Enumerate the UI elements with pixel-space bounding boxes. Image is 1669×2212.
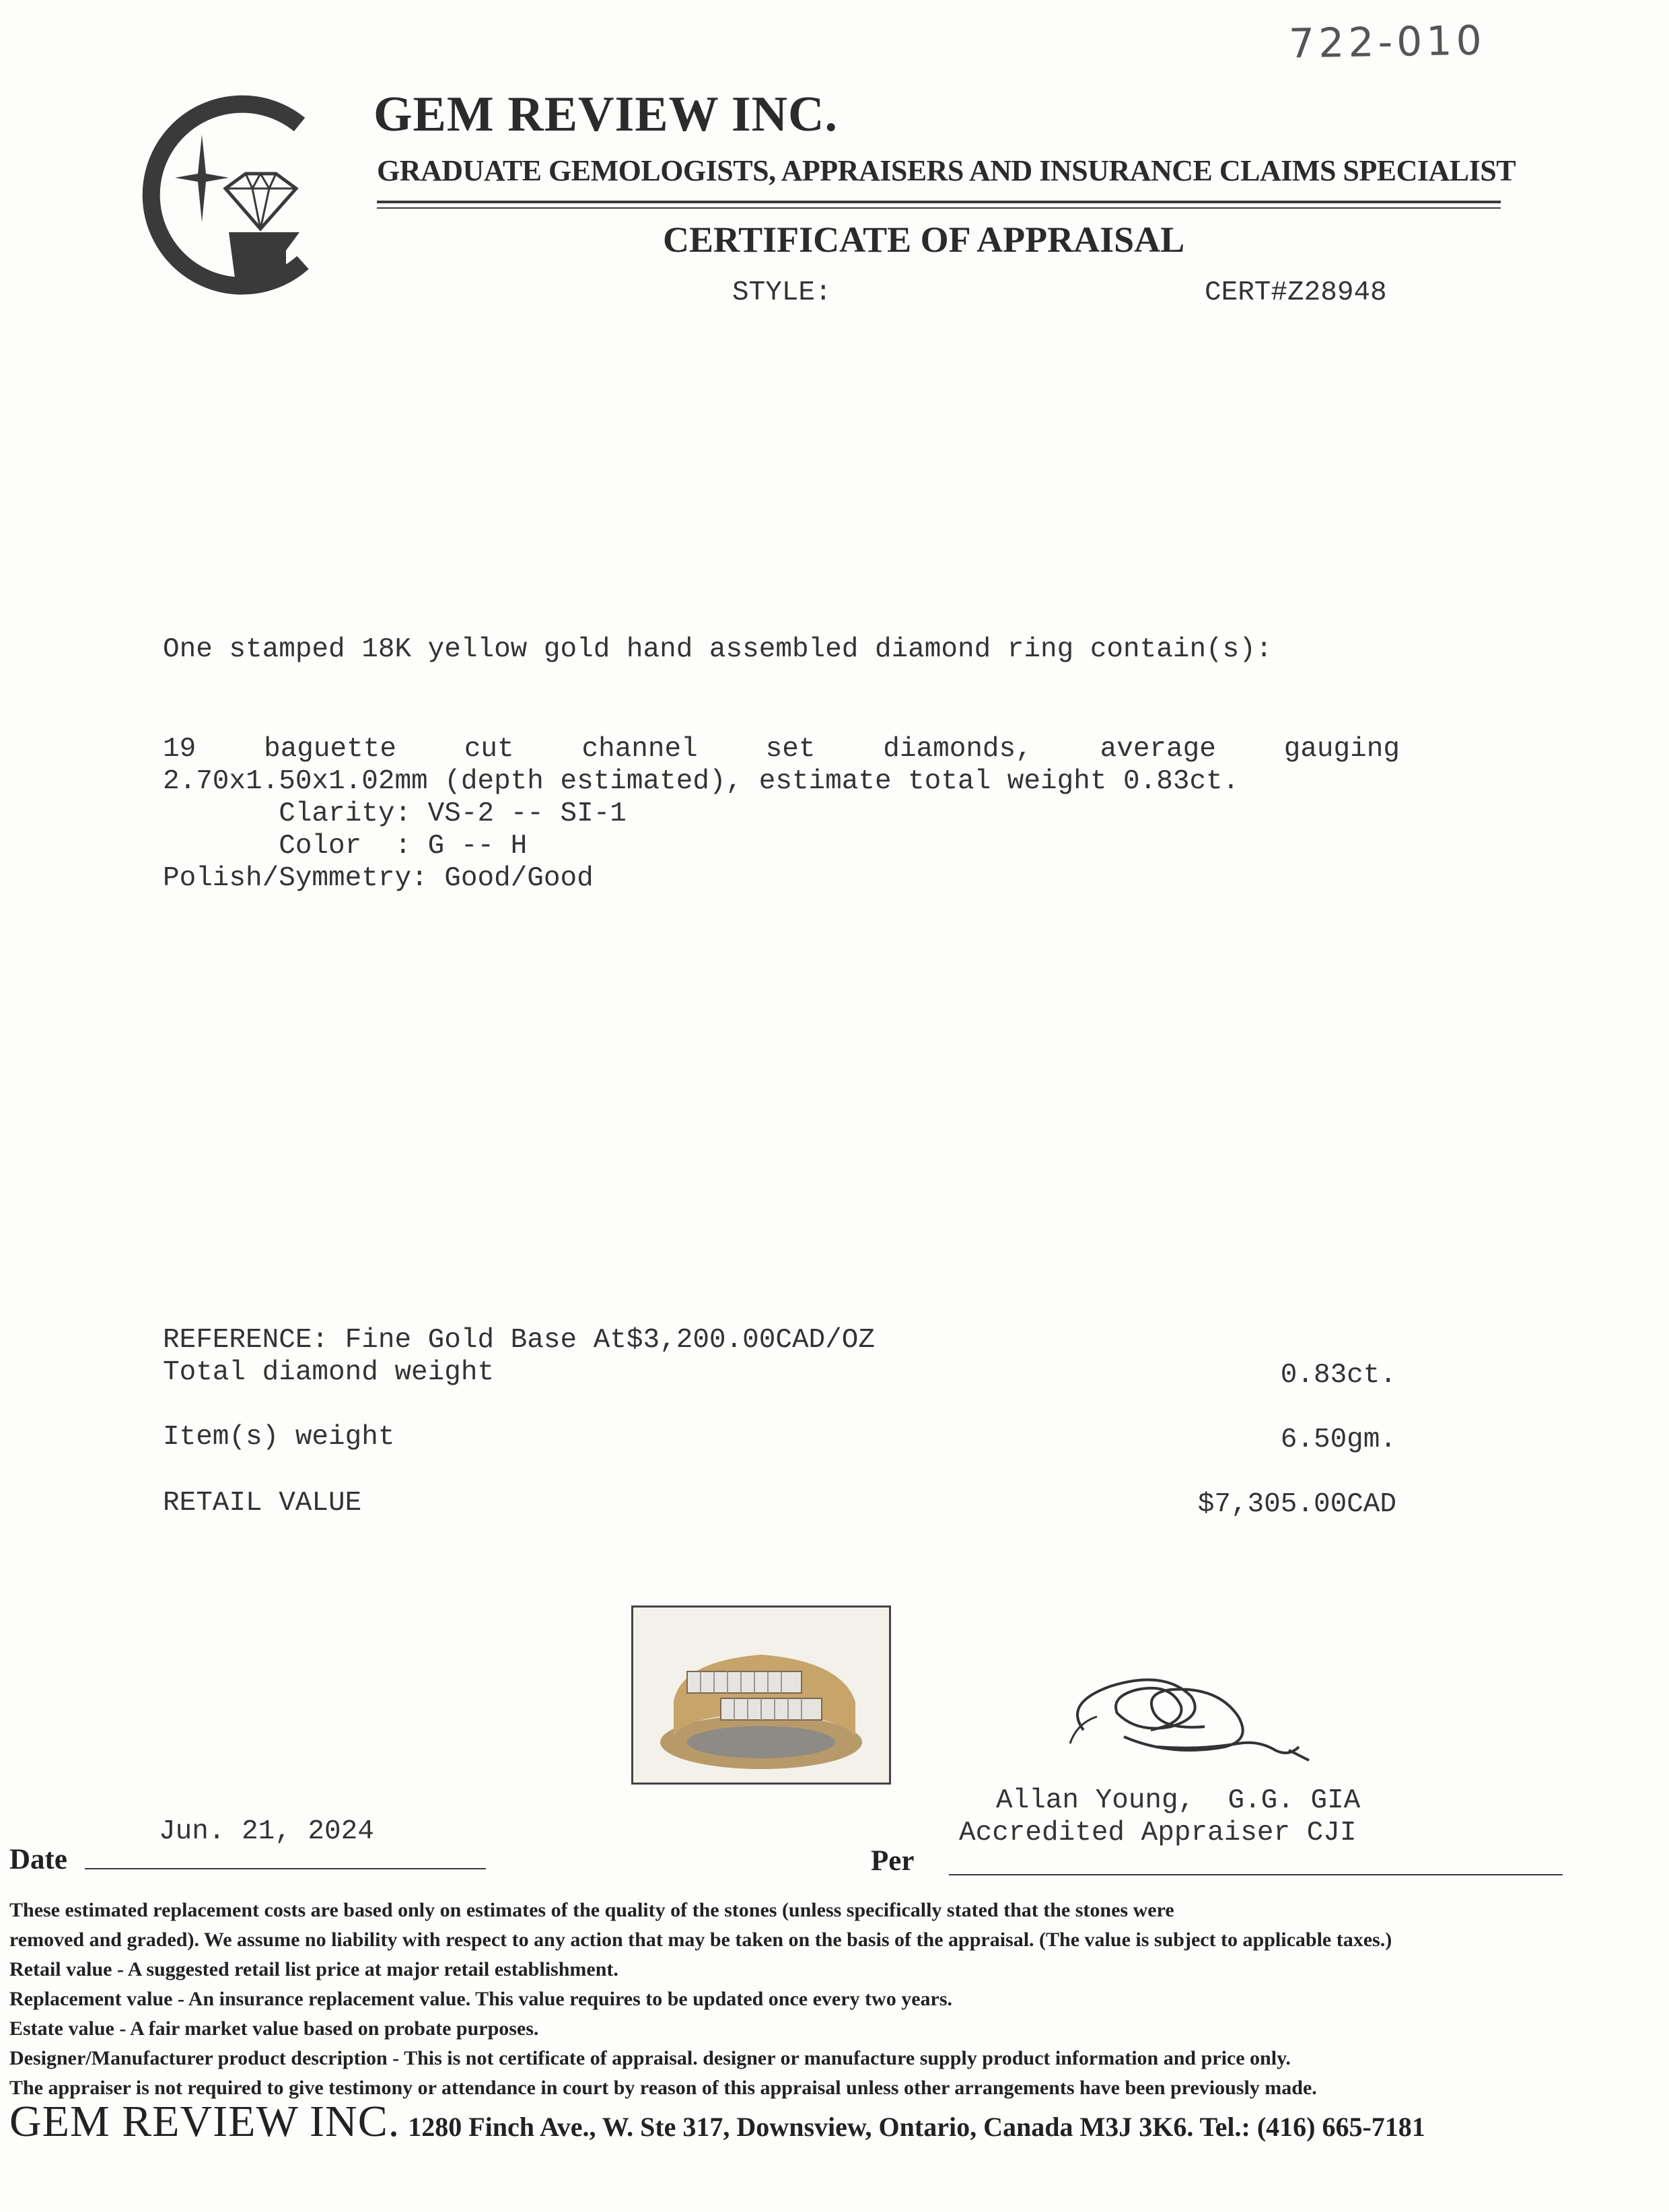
item-intro: One stamped 18K yellow gold hand assembled diamond ring contain(s): xyxy=(163,634,1273,665)
word: 19 xyxy=(163,734,197,765)
header-rule-bottom xyxy=(377,207,1501,209)
footer-company: GEM REVIEW INC. xyxy=(9,2097,400,2146)
disclaimer-line: The appraiser is not required to give testimony or attendance in court by reason of this appraisal unless other arrangements have been previously made. xyxy=(9,2077,1317,2099)
word: average xyxy=(1100,734,1216,765)
disclaimer-line: These estimated replacement costs are based only on estimates of the quality of the stones (unless specifically stated that the stones were xyxy=(9,1899,1174,1921)
disclaimer-line: Retail value - A suggested retail list price at major retail establishment. xyxy=(9,1958,618,1980)
disclaimer-line: Replacement value - An insurance replacement value. This value requires to be updated once every two years. xyxy=(9,1988,953,2010)
footer xyxy=(9,2096,1425,2147)
ring-photo-icon xyxy=(633,1608,889,1783)
date-line xyxy=(85,1868,486,1869)
appraiser-signature xyxy=(1036,1649,1373,1784)
gem-review-logo-icon xyxy=(121,94,323,296)
diamond-line-2: 2.70x1.50x1.02mm (depth estimated), estimate total weight 0.83ct. xyxy=(163,766,1240,797)
appraisal-date: Jun. 21, 2024 xyxy=(159,1816,374,1847)
style-label: STYLE: xyxy=(732,277,832,308)
retail-value-label: RETAIL VALUE xyxy=(163,1488,362,1519)
disclaimer-line: removed and graded). We assume no liability with respect to any action that may be taken on the basis of the appraisal. (The value is subject to applicable taxes.) xyxy=(9,1929,1392,1951)
word: cut xyxy=(464,734,514,765)
word: gauging xyxy=(1283,734,1400,765)
item-weight-value: 6.50gm. xyxy=(1280,1424,1396,1455)
per-line xyxy=(949,1874,1563,1875)
disclaimer-line: Designer/Manufacturer product description - This is not certificate of appraisal. designer or manufacture supply product information and price only. xyxy=(9,2047,1291,2069)
company-logo xyxy=(121,94,323,296)
clarity-line: Clarity: VS-2 -- SI-1 xyxy=(163,798,627,829)
certificate-title: CERTIFICATE OF APPRAISAL xyxy=(663,219,1185,260)
item-weight-label: Item(s) weight xyxy=(163,1422,395,1453)
company-name: GEM REVIEW INC. xyxy=(374,87,838,142)
handwritten-reference: 722-010 xyxy=(1288,17,1487,68)
ring-photo xyxy=(631,1605,891,1785)
word: channel xyxy=(581,734,698,765)
word: diamonds, xyxy=(883,734,1032,765)
diamond-weight-label: Total diamond weight xyxy=(163,1357,495,1388)
company-tagline: GRADUATE GEMOLOGISTS, APPRAISERS AND INSURANCE CLAIMS SPECIALIST xyxy=(377,154,1516,187)
per-label: Per xyxy=(871,1845,915,1877)
date-label: Date xyxy=(9,1844,67,1875)
header-rule-top xyxy=(377,201,1501,203)
cert-number: CERT#Z28948 xyxy=(1205,277,1387,308)
reference-line: REFERENCE: Fine Gold Base At$3,200.00CAD/OZ xyxy=(163,1325,875,1356)
footer-address: 1280 Finch Ave., W. Ste 317, Downsview, Ontario, Canada M3J 3K6. Tel.: (416) 665-7181 xyxy=(408,2112,1425,2142)
appraiser-name: Allan Young, G.G. GIA xyxy=(996,1785,1361,1816)
polish-line: Polish/Symmetry: Good/Good xyxy=(163,863,594,894)
word: baguette xyxy=(264,734,396,765)
retail-value-amount: $7,305.00CAD xyxy=(1197,1489,1396,1520)
word: set xyxy=(765,734,816,765)
color-line: Color : G -- H xyxy=(163,831,528,862)
disclaimer-block xyxy=(9,1896,1652,2103)
appraiser-title: Accredited Appraiser CJI xyxy=(959,1818,1357,1848)
diamond-weight-value: 0.83ct. xyxy=(1280,1360,1396,1391)
disclaimer-line: Estate value - A fair market value based on probate purposes. xyxy=(9,2017,539,2040)
diamond-line-1 xyxy=(163,734,1400,765)
signature-icon xyxy=(1036,1649,1373,1784)
